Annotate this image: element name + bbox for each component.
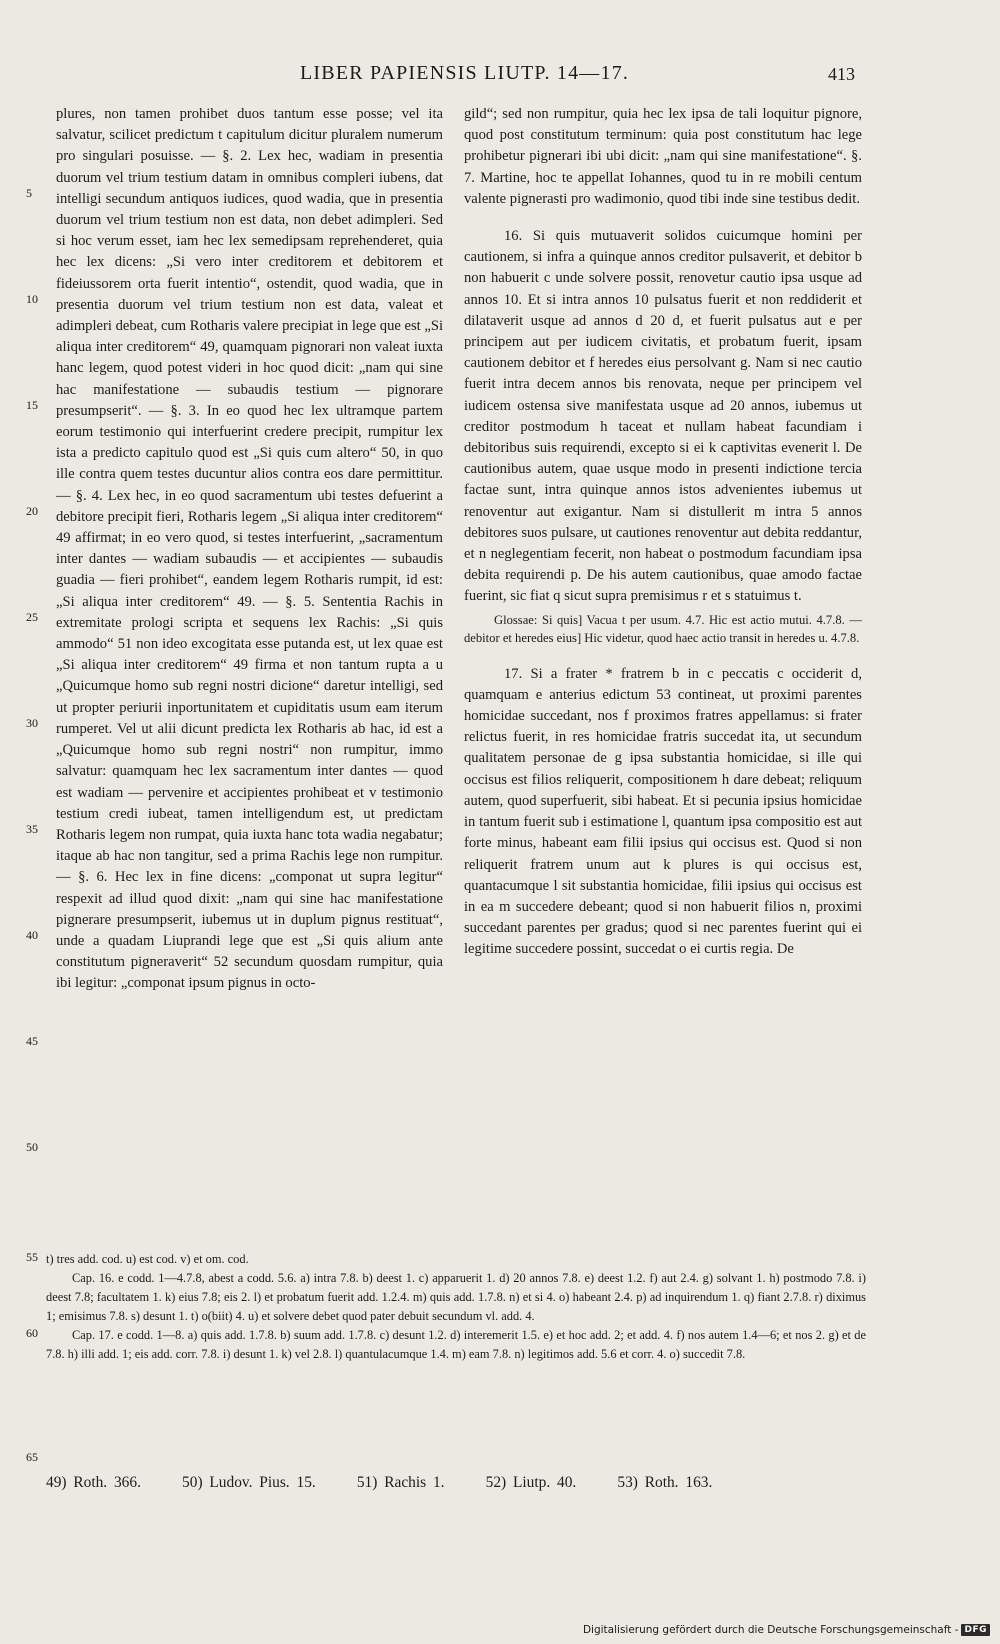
line-number: 5 bbox=[26, 186, 32, 200]
line-number: 20 bbox=[26, 504, 38, 518]
funding-text: Digitalisierung gefördert durch die Deutsche Forschungsgemeinschaft - bbox=[582, 1624, 959, 1636]
line-number: 60 bbox=[26, 1326, 38, 1340]
running-title: LIBER PAPIENSIS LIUTP. 14—17. bbox=[300, 62, 630, 84]
line-number: 10 bbox=[26, 292, 38, 306]
line-number: 65 bbox=[26, 1450, 38, 1464]
running-head bbox=[0, 62, 1000, 92]
chapter-16-text: 16. Si quis mutuaverit solidos cuicumque homini per cautionem, si infra a quinque annos creditor pulsaverit, et debitor b non habuerit c unde solvere possit, renovetur cautio ipsa usque ad annos 10. Et si intra annos 10 pulsatus fuerit et non reddiderit et dilataverit usque ad annos d 20 d, et fuerit pulsatus aut e per principem aut per iudicem civitatis, et probatum fuerit, ipsam cautionem debitor et f heredes eius persolvant g. Nam si nec cautio fuerit intra decem annos bis renovata, neque per principem vel iudicem ostensa sive manifestata usque ad 20 annos, iubemus ut creditor postmodum h taceat et nullam habeat facundiam i debitoribus suis requirendi, excepto si ei k captivitas evenerit l. De cautionibus autem, quae usque modo in presenti indictione tercia factae sunt, intra quinque annos istos advenientes iubemus ut renoventur aut exigantur. Nam si distullerit m intra 5 annos debitores suos pulsare, ut cautiones renoventur aut debita reddantur, et n neglegentiam fecerit, non habeat o postmodum facundiam ipsa debita requirendi p. De his autem cautionibus, quae amodo factae fuerint, sic fiat q sicut supra premisimus r et s statuimus t. bbox=[464, 228, 862, 605]
commentary-text: plures, non tamen prohibet duos tantum esse posse; vel ita salvatur, scilicet predictum t capitulum dicitur pluralem numerum pro singulari posuisse. — §. 2. Lex hec, wadiam in presentia duorum vel trium testium datam in omnibus compleri iubens, dat intelligi secundum antiquos iudices, quod wadia, que in presentia duorum vel trium testium non est data, non debet adimpleri. Sed si hoc verum esset, iam hec lex semedipsam reprehenderet, quia hec lex dicens: „Si vero inter creditorem et debitorem et fideiussorem orta fuerit intentio“, ostendit, quod wadia, que in presentia duorum vel trium testium non est data, valeat et adimpleri debeat, cum Rotharis valere precipiat in lege que est „Si aliqua inter creditorem“ 49, quamquam pignorari non valeat iuxta hanc legem, quod potest videri in hoc quod dicit: „nam qui sine hac manifestatione — subaudis testium — pignorare presumpserit“. — §. 3. In eo quod hec lex ultramque partem eorum testimonio qui interfuerint credere precipit, rumpitur lex ista a predicto capitulo quod est „Si quis cum altero“ 50, in quo ille contra quem testes ducuntur alios contra eos dare permittitur. — §. 4. Lex hec, in eo quod sacramentum ubi testes defuerint a debitore precipit fieri, Rotharis legem „Si aliqua inter creditorem“ 49 affirmat; in eo vero quod, si testes interfuerint, „sacramentum inter dantes — wadiam subaudis — et accipientes — subaudis guadia — fieri prohibet“, eandem legem Rotharis rumpit, id est: „Si aliqua inter creditorem“ 49. — §. 5. Sententia Rachis in extremitate prologi scripta et sequens lex Rachis: „Si quis ammodo“ 51 non ideo excogitata esse putanda est, ut lex quae est „Si aliqua inter creditorem“ 49 firma et non tantum rupta a u „Quicumque homo sub regni nostri dicione“ daretur intelligi, sed ut propter periurii inportunitatem et cupiditatis usum eam iterum rumperet. Vel ut alii dicunt predicta lex Rotharis ab hac, id est a „Quicumque homo sub regni nostri“ non rumpitur, immo salvatur: quamquam hec lex sacramentum inter dantes — quod est wadiam — pervenire et accipientes prohibeat et v testimonio testium credi iubeat, tamen intelligendum est, ut predictam Rotharis legem non rumpat, quia iuxta hanc tota wadia negabatur; itaque ab hac non tangitur, sed a prima Rachis lege non rumpitur. — §. 6. Hec lex in fine dicens: „componat ut supra legitur“ respexit ad illud quod dixit: „nam qui sine hac manifestatione pignerare presumpserit, iubemus ut in duplum pignus restituat“, unde a quadam Liuprandi lege que est „Si quis alium ante constitutum pigneraverit“ 52 secundum quosdam rumpitur, quia ibi legitur: „componat ipsum pignus in octo- bbox=[56, 106, 443, 992]
source-ref: 49) Roth. 366. bbox=[46, 1474, 141, 1491]
line-number: 15 bbox=[26, 398, 38, 412]
source-references bbox=[46, 1474, 786, 1492]
line-number: 55 bbox=[26, 1250, 38, 1264]
apparatus-line: t) tres add. cod. u) est cod. v) et om. cod. bbox=[46, 1252, 249, 1266]
left-column bbox=[56, 104, 443, 995]
apparatus-cap-16: Cap. 16. e codd. 1—4.7.8, abest a codd. 5.6. a) intra 7.8. b) deest 1. c) apparuerit 1. d) 20 annos 7.8. e) deest 1.2. f) aut 2.4. g) solvant 1. h) postmodo 7.8. i) deest 7.8; facultatem 1. k) eius 7.8; eis 2. l) et probatum fuerit add. 1.2.4. m) quis add. 1.7.8. n) et si 4. o) habeant 2.4. p) ad inquirendum 1. q) fiant 2.7.8. r) diximus 1; emisimus 7.8. s) desunt 1. t) o(biit) 4. u) et solvere debet quod pater debuit secundum vl. add. 4. bbox=[46, 1271, 866, 1323]
source-ref: 53) Roth. 163. bbox=[617, 1474, 713, 1491]
line-number: 30 bbox=[26, 716, 38, 730]
line-number: 40 bbox=[26, 928, 38, 942]
chapter-17-text: 17. Si a frater * fratrem b in c peccatis c occiderit d, quamquam e anterius edictum 53 contineat, ut proximi parentes homicidae succedant, nos f proximos fratres appellamus: si frater relictus fuerit, in res homicidae fratris succedat ita, ut secundum qualitatem personae de g ipsa substantia homicidae, si ille qui occisus est filios reliquerit, compositionem h dare debeat; reliquum autem, quod superfuerit, sibi habeat. Et si pecunia ipsius homicidae in tantum fuerit sub i estimatione l, quantum ipsa compositio est aut forte minus, habeant eam filii ipsius qui occisus est. Quod si non reliquerit fratrem unum aut k plures is qui occisus est, quantacumque l sit substantia homicidae, filii ipsius qui occisus est in ea m succedere debeant; quod si non habuerit filios n, proximi succedant parentes per gradus; quod si nec parentes fuerint qui ei legitime succedere possint, succedat o ei curtis regia. De bbox=[464, 665, 862, 958]
dfg-logo-icon: DFG bbox=[961, 1624, 990, 1636]
right-column bbox=[464, 104, 862, 961]
apparatus-cap-17: Cap. 17. e codd. 1—8. a) quis add. 1.7.8. b) suum add. 1.7.8. c) desunt 1.2. d) interemerit 1.5. e) et hoc add. 2; et add. 4. f) nos autem 1.4—6; et nos 2. g) et de 7.8. h) illi add. 1; eis add. corr. 7.8. i) desunt 1. k) vel 2.8. l) quantulacumque 1.4. m) eam 7.8. n) legitimos add. 5.6 et corr. 4. o) succedit 7.8. bbox=[46, 1328, 866, 1361]
left-line-numbers bbox=[26, 104, 46, 1204]
source-ref: 50) Ludov. Pius. 15. bbox=[182, 1474, 316, 1491]
critical-apparatus bbox=[46, 1250, 866, 1364]
line-number: 25 bbox=[26, 610, 38, 624]
funding-footer bbox=[583, 1620, 990, 1640]
commentary-continuation: gild“; sed non rumpitur, quia hec lex ipsa de tali loquitur pignore, quod post constitutum terminum: quia post constitutum hac lege prohibetur pignerari ibi ubi dicit: „nam qui sine manifestatione“. §. 7. Martine, hoc te appellat Iohannes, quod tu in re mobili centum valente pignerasti pro wadimonio, quod tibi inde sine testibus dedit. bbox=[464, 106, 862, 207]
line-number: 50 bbox=[26, 1140, 38, 1154]
page-number: 413 bbox=[828, 64, 855, 84]
glossae-note: Glossae: Si quis] Vacua t per usum. 4.7. Hic est actio mutui. 4.7.8. — debitor et heredes eius] Hic videtur, quod haec actio transit in heredes u. 4.7.8. bbox=[464, 612, 862, 646]
line-number: 45 bbox=[26, 1034, 38, 1048]
source-ref: 52) Liutp. 40. bbox=[485, 1474, 577, 1491]
line-number: 35 bbox=[26, 822, 38, 836]
source-ref: 51) Rachis 1. bbox=[356, 1474, 445, 1491]
